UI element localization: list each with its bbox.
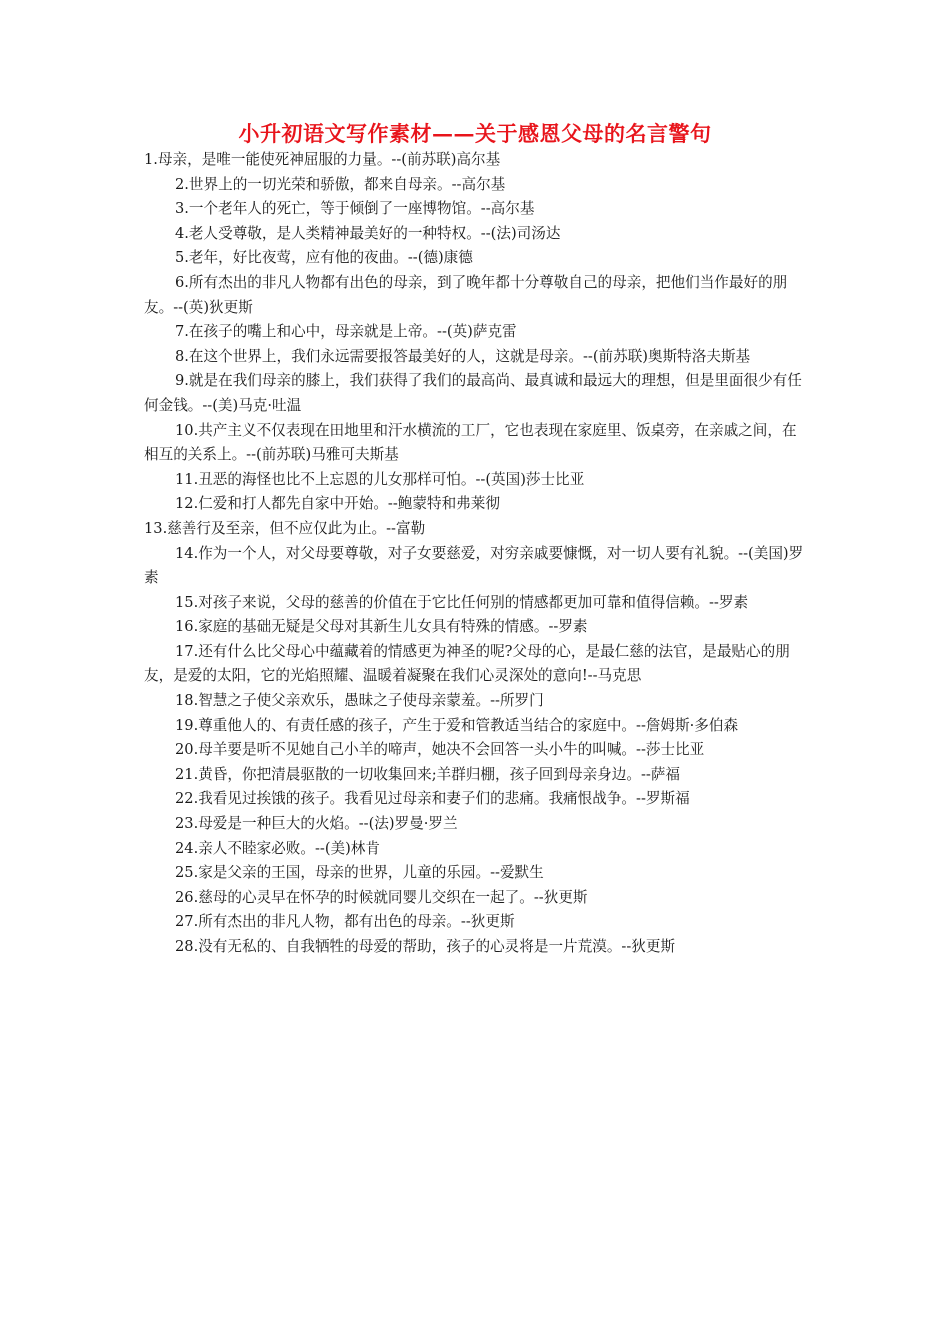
quote-list — [144, 148, 810, 960]
quote-item: 10.共产主义不仅表现在田地里和汗水横流的工厂，它也表现在家庭里、饭桌旁，在亲戚之间，在相互的关系上。--(前苏联)马雅可夫斯基 — [144, 421, 797, 464]
quote-item: 27.所有杰出的非凡人物，都有出色的母亲。--狄更斯 — [175, 913, 515, 931]
quote-item: 2.世界上的一切光荣和骄傲，都来自母亲。--高尔基 — [175, 175, 506, 193]
quote-item: 22.我看见过挨饿的孩子。我看见过母亲和妻子们的悲痛。我痛恨战争。--罗斯福 — [175, 790, 690, 808]
quote-item: 20.母羊要是听不见她自己小羊的啼声，她决不会回答一头小牛的叫喊。--莎士比亚 — [175, 741, 705, 759]
quote-item: 28.没有无私的、自我牺牲的母爱的帮助，孩子的心灵将是一片荒漠。--狄更斯 — [175, 938, 676, 955]
quote-item: 5.老年，好比夜莺，应有他的夜曲。--(德)康德 — [175, 249, 473, 267]
quote-item: 21.黄昏，你把清晨驱散的一切收集回来;羊群归棚，孩子回到母亲身边。--萨福 — [175, 765, 680, 783]
quote-item: 3.一个老年人的死亡，等于倾倒了一座博物馆。--高尔基 — [175, 200, 535, 218]
quote-item: 14.作为一个人，对父母要尊敬，对子女要慈爱，对穷亲戚要慷慨，对一切人要有礼貌。--(美国)罗素 — [144, 544, 804, 587]
document-title: 小升初语文写作素材——关于感恩父母的名言警句 — [238, 121, 712, 146]
quote-item: 4.老人受尊敬，是人类精神最美好的一种特权。--(法)司汤达 — [175, 224, 561, 242]
quote-item: 25.家是父亲的王国，母亲的世界，儿童的乐园。--爱默生 — [175, 864, 544, 882]
quote-item: 15.对孩子来说，父母的慈善的价值在于它比任何别的情感都更加可靠和值得信赖。--罗素 — [175, 593, 749, 611]
quote-item: 1.母亲，是唯一能使死神屈服的力量。--(前苏联)高尔基 — [144, 151, 501, 168]
quote-item: 23.母爱是一种巨大的火焰。--(法)罗曼·罗兰 — [175, 815, 458, 833]
quote-item: 16.家庭的基础无疑是父母对其新生儿女具有特殊的情感。--罗素 — [175, 618, 588, 636]
quote-item: 8.在这个世界上，我们永远需要报答最美好的人，这就是母亲。--(前苏联)奥斯特洛夫斯基 — [175, 347, 751, 365]
quote-item: 26.慈母的心灵早在怀孕的时候就同婴儿交织在一起了。--狄更斯 — [175, 888, 588, 906]
quote-item: 24.亲人不睦家必败。--(美)林肯 — [175, 839, 380, 857]
quote-item: 18.智慧之子使父亲欢乐，愚昧之子使母亲蒙羞。--所罗门 — [175, 692, 544, 710]
quote-item: 12.仁爱和打人都先自家中开始。--鲍蒙特和弗莱彻 — [175, 495, 500, 513]
quote-item: 9.就是在我们母亲的膝上，我们获得了我们的最高尚、最真诚和最远大的理想，但是里面很少有任何金钱。--(美)马克·吐温 — [144, 372, 802, 414]
quote-item: 13.慈善行及至亲，但不应仅此为止。--富勒 — [144, 519, 426, 537]
quote-item: 17.还有什么比父母心中蕴藏着的情感更为神圣的呢?父母的心，是最仁慈的法官，是最贴心的朋友，是爱的太阳，它的光焰照耀、温暖着凝聚在我们心灵深处的意向!--马克思 — [144, 642, 790, 685]
quote-item: 7.在孩子的嘴上和心中，母亲就是上帝。--(英)萨克雷 — [175, 323, 517, 341]
quote-item: 11.丑恶的海怪也比不上忘恩的儿女那样可怕。--(英国)莎士比亚 — [175, 470, 585, 488]
quote-item: 19.尊重他人的、有责任感的孩子，产生于爱和管教适当结合的家庭中。--詹姆斯·多伯森 — [175, 716, 739, 734]
quote-item: 6.所有杰出的非凡人物都有出色的母亲，到了晚年都十分尊敬自己的母亲，把他们当作最好的朋友。--(英)狄更斯 — [144, 273, 788, 316]
